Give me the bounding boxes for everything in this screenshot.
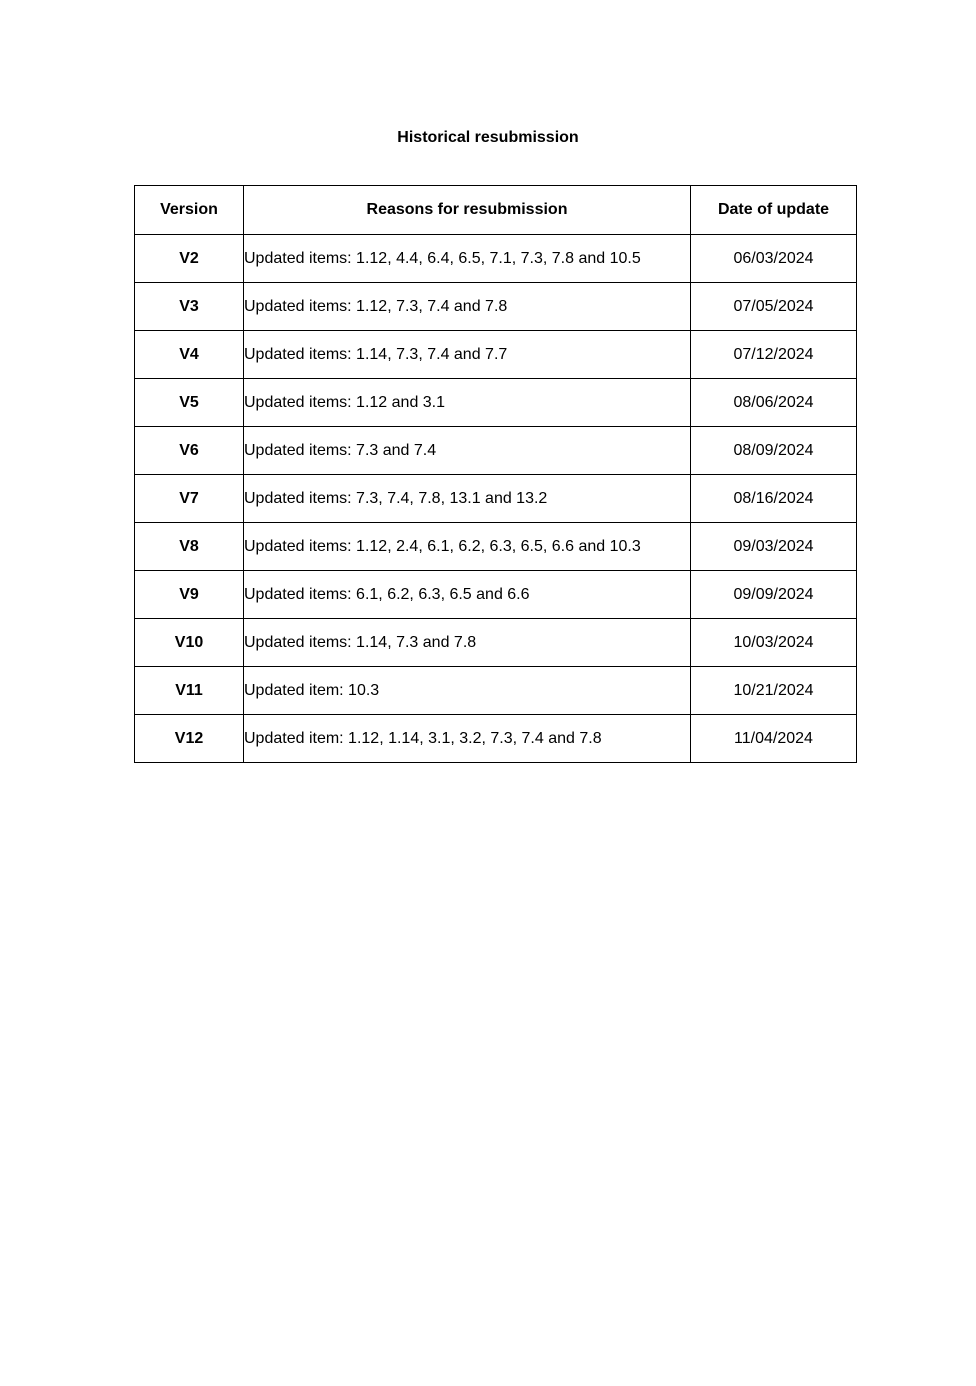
page-title: Historical resubmission: [397, 129, 579, 146]
version-cell: V9: [135, 571, 244, 619]
table-row: [135, 523, 857, 571]
date-cell: 09/09/2024: [691, 571, 857, 619]
date-cell: 07/05/2024: [691, 283, 857, 331]
date-cell: 09/03/2024: [691, 523, 857, 571]
reason-cell: Updated items: 1.12, 7.3, 7.4 and 7.8: [244, 283, 691, 331]
version-cell: V8: [135, 523, 244, 571]
table-row: [135, 619, 857, 667]
reason-cell: Updated items: 1.12, 2.4, 6.1, 6.2, 6.3, 6.5, 6.6 and 10.3: [244, 523, 691, 571]
table-row: [135, 331, 857, 379]
column-header-date: Date of update: [691, 186, 857, 235]
table-row: [135, 379, 857, 427]
reason-cell: Updated items: 7.3, 7.4, 7.8, 13.1 and 13.2: [244, 475, 691, 523]
column-header-version: Version: [135, 186, 244, 235]
date-cell: 08/06/2024: [691, 379, 857, 427]
table-header-row: [135, 186, 857, 235]
date-cell: 08/09/2024: [691, 427, 857, 475]
table-row: [135, 715, 857, 763]
date-cell: 10/03/2024: [691, 619, 857, 667]
table-row: [135, 283, 857, 331]
version-cell: V7: [135, 475, 244, 523]
version-cell: V3: [135, 283, 244, 331]
version-cell: V10: [135, 619, 244, 667]
version-cell: V11: [135, 667, 244, 715]
date-cell: 06/03/2024: [691, 235, 857, 283]
resubmission-history-table: [134, 185, 857, 763]
date-cell: 07/12/2024: [691, 331, 857, 379]
date-cell: 11/04/2024: [691, 715, 857, 763]
reason-cell: Updated item: 1.12, 1.14, 3.1, 3.2, 7.3, 7.4 and 7.8: [244, 715, 691, 763]
table-row: [135, 667, 857, 715]
reason-cell: Updated items: 1.12, 4.4, 6.4, 6.5, 7.1, 7.3, 7.8 and 10.5: [244, 235, 691, 283]
reason-cell: Updated items: 1.14, 7.3, 7.4 and 7.7: [244, 331, 691, 379]
version-cell: V2: [135, 235, 244, 283]
version-cell: V12: [135, 715, 244, 763]
version-cell: V4: [135, 331, 244, 379]
reason-cell: Updated items: 6.1, 6.2, 6.3, 6.5 and 6.6: [244, 571, 691, 619]
table-row: [135, 235, 857, 283]
reason-cell: Updated item: 10.3: [244, 667, 691, 715]
reason-cell: Updated items: 1.12 and 3.1: [244, 379, 691, 427]
table-row: [135, 475, 857, 523]
table-row: [135, 571, 857, 619]
reason-cell: Updated items: 1.14, 7.3 and 7.8: [244, 619, 691, 667]
version-cell: V5: [135, 379, 244, 427]
date-cell: 08/16/2024: [691, 475, 857, 523]
column-header-reason: Reasons for resubmission: [244, 186, 691, 235]
reason-cell: Updated items: 7.3 and 7.4: [244, 427, 691, 475]
version-cell: V6: [135, 427, 244, 475]
date-cell: 10/21/2024: [691, 667, 857, 715]
table-row: [135, 427, 857, 475]
